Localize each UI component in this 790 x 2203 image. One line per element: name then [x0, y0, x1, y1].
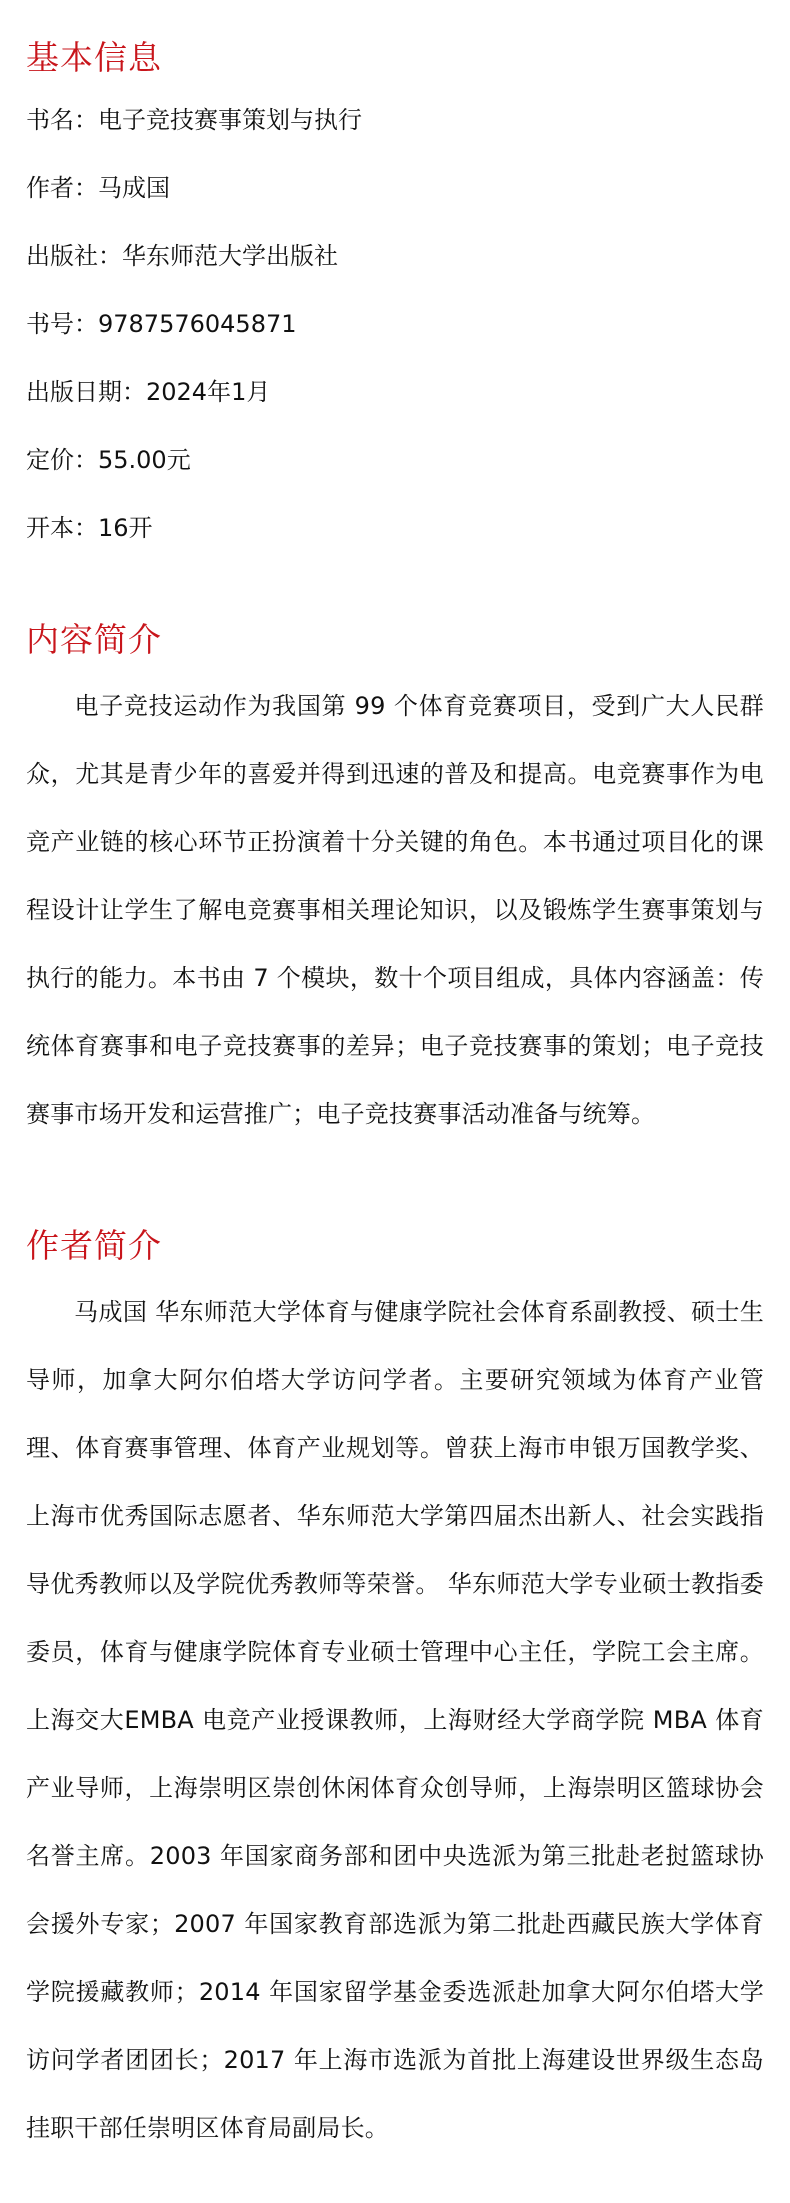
basic-info-list — [26, 104, 764, 580]
info-row-publish-date: 出版日期：2024年1月 — [26, 378, 271, 406]
basic-info-heading: 基本信息 — [26, 38, 162, 77]
content-summary-text — [26, 672, 764, 1148]
info-row-title: 书名：电子竞技赛事策划与执行 — [26, 106, 362, 134]
author-summary-text — [26, 1278, 764, 2162]
content-summary-body: 电子竞技运动作为我国第 99 个体育竞赛项目，受到广大人民群众，尤其是青少年的喜爱并得到迅速的普及和提高。电竞赛事作为电竞产业链的核心环节正扮演着十分关键的角色。本书通过项目化的课程设计让学生了解电竞赛事相关理论知识，以及锻炼学生赛事策划与执行的能力。本书由 7 个模块，数十个项目组成，具体内容涵盖：传统体育赛事和电子竞技赛事的差异；电子竞技赛事的策划；电子竞技赛事市场开发和运营推广；电子竞技赛事活动准备与统筹。 — [26, 692, 764, 1128]
author-name: 马成国 — [74, 1298, 148, 1326]
author-summary-heading: 作者简介 — [26, 1226, 162, 1265]
info-row-isbn: 书号：9787576045871 — [26, 310, 297, 338]
author-summary-body: 华东师范大学体育与健康学院社会体育系副教授、硕士生导师，加拿大阿尔伯塔大学访问学者。主要研究领域为体育产业管理、体育赛事管理、体育产业规划等。曾获上海市申银万国教学奖、上海市优秀国际志愿者、华东师范大学第四届杰出新人、社会实践指导优秀教师以及学院优秀教师等荣誉。 华东师范大学专业硕士教指委委员，体育与健康学院体育专业硕士管理中心主任，学院工会主席。上海交大EMBA 电竞产业授课教师，上海财经大学商学院 MBA 体育产业导师，上海崇明区崇创休闲体育众创导师，上海崇明区篮球协会名誉主席。2003 年国家商务部和团中央选派为第三批赴老挝篮球协会援外专家；2007 年国家教育部选派为第二批赴西藏民族大学体育学院援藏教师；2014 年国家留学基金委选派赴加拿大阿尔伯塔大学访问学者团团长；2017 年上海市选派为首批上海建设世界级生态岛挂职干部任崇明区体育局副局长。 — [26, 1298, 764, 2142]
content-summary-heading: 内容简介 — [26, 620, 162, 659]
info-row-format: 开本：16开 — [26, 514, 153, 542]
info-row-price: 定价：55.00元 — [26, 446, 191, 474]
info-row-publisher: 出版社：华东师范大学出版社 — [26, 242, 338, 270]
info-row-author: 作者：马成国 — [26, 174, 170, 202]
